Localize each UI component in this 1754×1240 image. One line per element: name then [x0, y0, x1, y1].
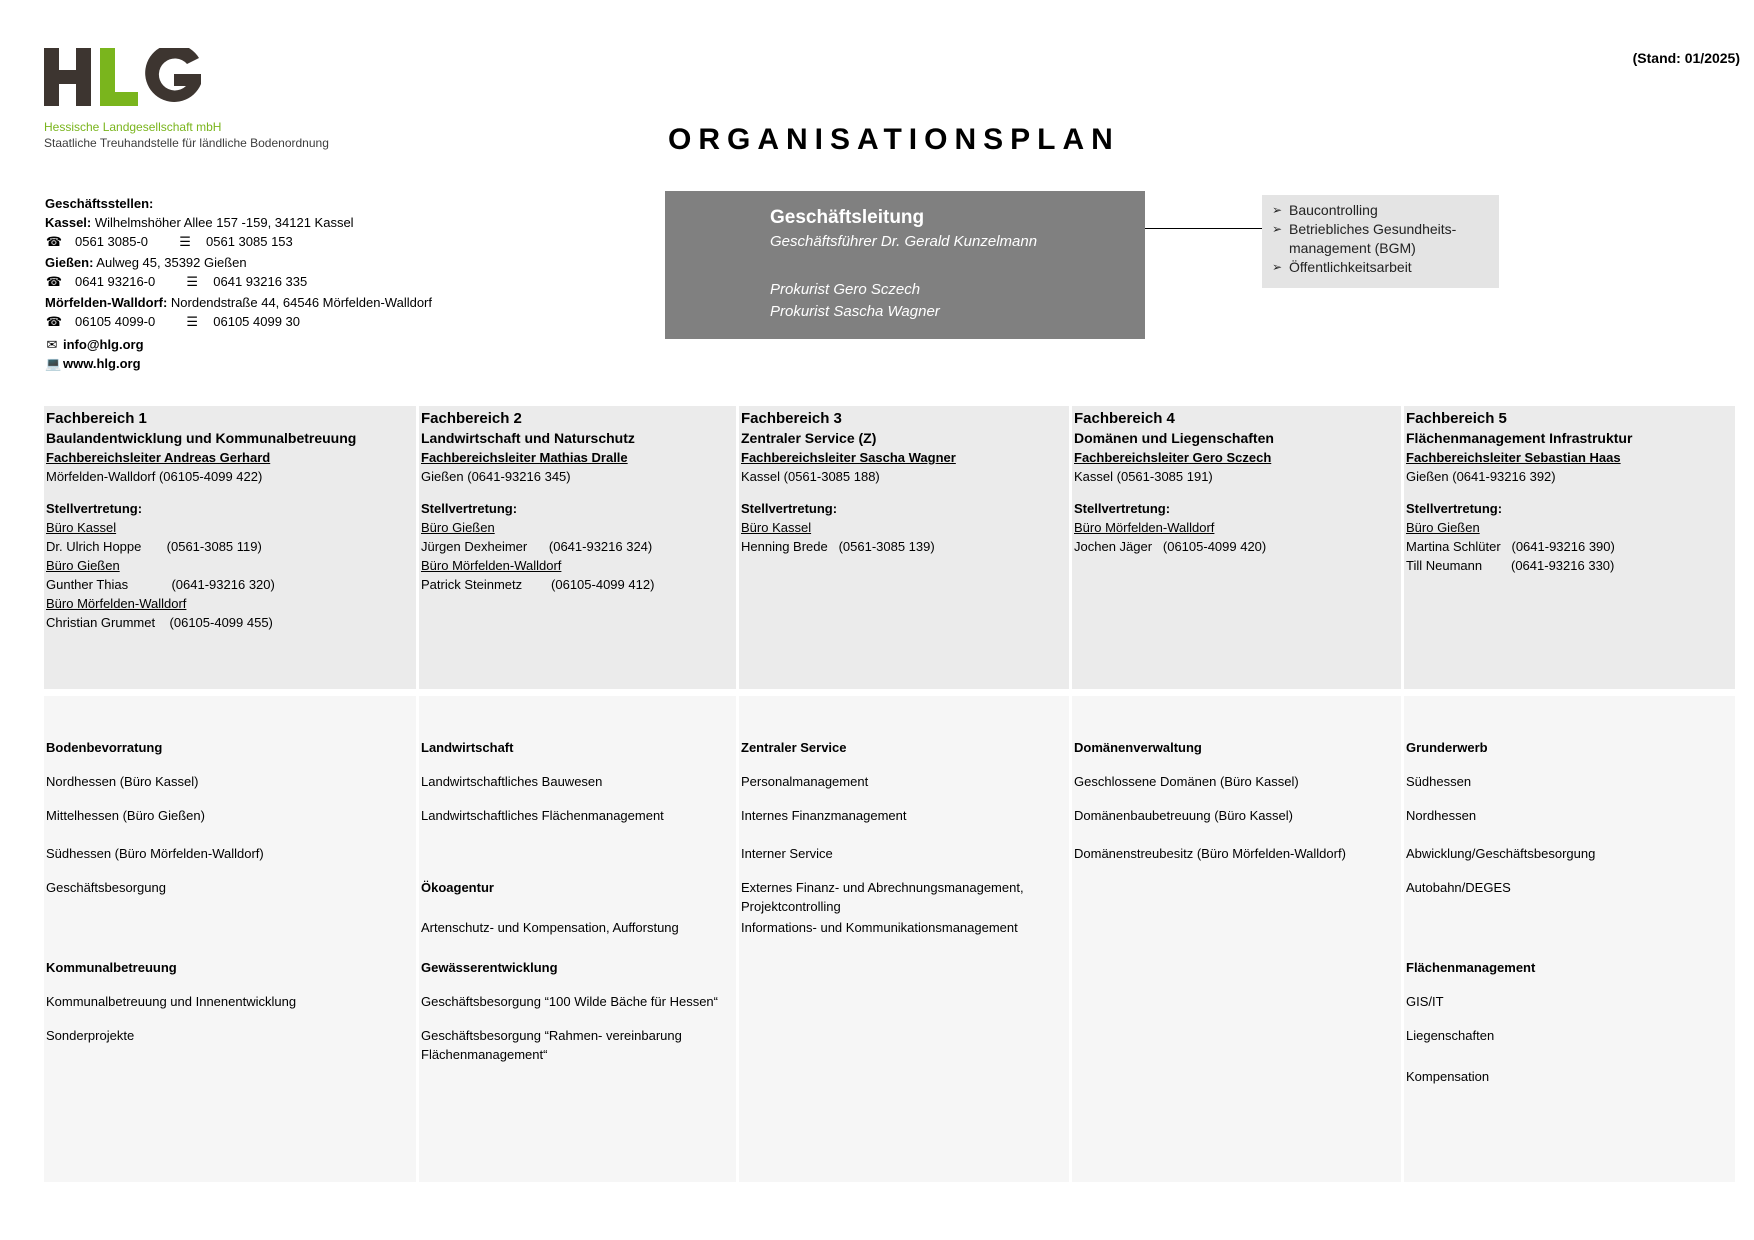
- deputy-office: Büro Gießen: [421, 520, 495, 535]
- task-item: [421, 918, 679, 937]
- deputy-person: Christian Grummet (06105-4099 455): [46, 615, 273, 630]
- task-item: [1406, 1067, 1489, 1086]
- task-item: [46, 992, 296, 1011]
- connector-line: [1145, 228, 1262, 229]
- task-text: Geschäftsbesorgung “Rahmen- vereinbarung: [421, 1028, 682, 1043]
- deputy-person: Martina Schlüter (0641-93216 390): [1406, 539, 1615, 554]
- task-item: [741, 844, 833, 863]
- spacer: [46, 486, 416, 499]
- deputy-label: Stellvertretung:: [1406, 501, 1503, 516]
- task-heading: [421, 958, 558, 977]
- task-box-5: [1404, 696, 1735, 1182]
- task-heading: [741, 738, 847, 757]
- task-text: Domänenstreubesitz (Büro Mörfelden-Walldorf): [1074, 846, 1346, 861]
- task-text: Bodenbevorratung: [46, 740, 163, 755]
- management-prokurist-1: Prokurist Gero Sczech: [770, 281, 921, 298]
- office-city: Gießen:: [45, 255, 94, 270]
- task-text: Externes Finanz- und Abrechnungsmanagement,: [741, 880, 1024, 895]
- department-name: Fachbereich 3: [741, 410, 842, 427]
- task-heading: [421, 738, 513, 757]
- task-text: Personalmanagement: [741, 774, 869, 789]
- task-text: Informations- und Kommunikationsmanagement: [741, 920, 1018, 935]
- task-text: Nordhessen (Büro Kassel): [46, 774, 199, 789]
- deputy-office: Büro Mörfelden-Walldorf: [46, 596, 187, 611]
- task-item: [1406, 878, 1511, 897]
- deputy-label: Stellvertretung:: [421, 501, 518, 516]
- task-text: Kommunalbetreuung und Innenentwicklung: [46, 994, 297, 1009]
- office-phones: [45, 312, 432, 331]
- task-text: Grunderwerb: [1406, 740, 1488, 755]
- task-item: [1406, 772, 1471, 791]
- task-heading: [46, 738, 162, 757]
- task-text: Landwirtschaft: [421, 740, 514, 755]
- task-item: [421, 992, 718, 1011]
- deputy-person: Patrick Steinmetz (06105-4099 412): [421, 577, 655, 592]
- management-prokurist-2: Prokurist Sascha Wagner: [770, 303, 940, 320]
- task-text: Südhessen (Büro Mörfelden-Walldorf): [46, 846, 264, 861]
- office-phone: 0641 93216-0: [75, 274, 156, 289]
- task-text: Kommunalbetreuung: [46, 960, 177, 975]
- department-lead: Fachbereichsleiter Mathias Dralle: [421, 450, 628, 465]
- task-box-4: [1072, 696, 1401, 1182]
- task-text: Domänenverwaltung: [1074, 740, 1202, 755]
- department-lead-contact: Gießen (0641-93216 392): [1406, 469, 1556, 484]
- deputy-label: Stellvertretung:: [1074, 501, 1171, 516]
- status-date: (Stand: 01/2025): [1632, 50, 1740, 66]
- task-text: Südhessen: [1406, 774, 1472, 789]
- task-heading: [1406, 958, 1535, 977]
- office-fax: 06105 4099 30: [213, 314, 301, 329]
- spacer: [1074, 486, 1401, 499]
- task-item: [46, 844, 264, 863]
- department-name: Fachbereich 4: [1074, 410, 1175, 427]
- deputy-person: Jürgen Dexheimer (0641-93216 324): [421, 539, 653, 554]
- department-subtitle: Baulandentwicklung und Kommunalbetreuung: [46, 430, 357, 446]
- task-text: Interner Service: [741, 846, 833, 861]
- task-text: Artenschutz- und Kompensation, Aufforstung: [421, 920, 679, 935]
- deputy-label: Stellvertretung:: [741, 501, 838, 516]
- deputy-person: Gunther Thias (0641-93216 320): [46, 577, 275, 592]
- staff-units-box: [1262, 195, 1499, 288]
- department-lead-contact: Kassel (0561-3085 188): [741, 469, 880, 484]
- task-text: Geschlossene Domänen (Büro Kassel): [1074, 774, 1299, 789]
- task-text: Geschäftsbesorgung “100 Wilde Bäche für Hessen“: [421, 994, 718, 1009]
- task-item: [1406, 1026, 1494, 1045]
- task-text: Sonderprojekte: [46, 1028, 135, 1043]
- task-text-line2: Projektcontrolling: [741, 899, 841, 914]
- department-box-3: [739, 406, 1069, 689]
- task-item: [46, 772, 198, 791]
- logo-tagline: Staatliche Treuhandstelle für ländliche Bodenordnung: [44, 136, 329, 150]
- office-street: Aulweg 45, 35392 Gießen: [93, 255, 247, 270]
- deputy-office: Büro Kassel: [741, 520, 812, 535]
- web-row: [45, 354, 432, 373]
- fax-icon: ☰: [179, 234, 191, 249]
- spacer: [421, 486, 736, 499]
- office-fax: 0561 3085 153: [206, 234, 293, 249]
- task-text: Internes Finanzmanagement: [741, 808, 907, 823]
- deputy-person: Dr. Ulrich Hoppe (0561-3085 119): [46, 539, 262, 554]
- office-city: Mörfelden-Walldorf:: [45, 295, 168, 310]
- computer-icon: 💻: [45, 356, 62, 371]
- mail-icon: ✉: [46, 337, 58, 352]
- office-address: [45, 293, 432, 312]
- task-text: Autobahn/DEGES: [1406, 880, 1511, 895]
- department-lead-contact: Mörfelden-Walldorf (06105-4099 422): [46, 469, 263, 484]
- deputy-label: Stellvertretung:: [46, 501, 143, 516]
- task-text: Ökoagentur: [421, 880, 494, 895]
- task-text: Nordhessen: [1406, 808, 1477, 823]
- task-item: [421, 806, 664, 825]
- web-link[interactable]: www.hlg.org: [63, 356, 141, 371]
- office-list: [45, 194, 432, 373]
- department-subtitle: Zentraler Service (Z): [741, 430, 877, 446]
- task-item: [1074, 844, 1346, 863]
- task-text: Zentraler Service: [741, 740, 847, 755]
- office-fax: 0641 93216 335: [213, 274, 308, 289]
- task-item: [1406, 844, 1595, 863]
- staff-unit: ➢ Baucontrolling: [1272, 201, 1499, 220]
- phone-icon: ☎: [45, 234, 63, 249]
- spacer: [1406, 486, 1735, 499]
- task-text: Liegenschaften: [1406, 1028, 1495, 1043]
- phone-icon: ☎: [45, 314, 63, 329]
- task-item: [741, 878, 1024, 916]
- department-lead: Fachbereichsleiter Gero Sczech: [1074, 450, 1272, 465]
- department-subtitle: Flächenmanagement Infrastruktur: [1406, 430, 1633, 446]
- task-text: Domänenbaubetreuung (Büro Kassel): [1074, 808, 1293, 823]
- task-text: Gewässerentwicklung: [421, 960, 558, 975]
- deputy-person: Till Neumann (0641-93216 330): [1406, 558, 1615, 573]
- task-text-line2: Flächenmanagement“: [421, 1047, 548, 1062]
- task-item: [1074, 806, 1293, 825]
- department-name: Fachbereich 1: [46, 410, 147, 427]
- hlg-logo: [44, 48, 204, 106]
- department-box-2: [419, 406, 736, 689]
- task-item: [46, 878, 166, 897]
- task-text: GIS/IT: [1406, 994, 1444, 1009]
- office-phone: 0561 3085-0: [75, 234, 149, 249]
- office-street: Nordendstraße 44, 64546 Mörfelden-Walldorf: [167, 295, 432, 310]
- department-subtitle: Domänen und Liegenschaften: [1074, 430, 1274, 446]
- task-item: [1406, 992, 1444, 1011]
- task-item: [741, 772, 868, 791]
- task-text: Geschäftsbesorgung: [46, 880, 166, 895]
- department-lead: Fachbereichsleiter Sascha Wagner: [741, 450, 956, 465]
- management-box: [665, 191, 1145, 339]
- task-text: Abwicklung/Geschäftsbesorgung: [1406, 846, 1596, 861]
- phone-icon: ☎: [45, 274, 63, 289]
- deputy-office: Büro Mörfelden-Walldorf: [421, 558, 562, 573]
- department-lead: Fachbereichsleiter Andreas Gerhard: [46, 450, 271, 465]
- email-row: [45, 335, 432, 354]
- task-box-2: [419, 696, 736, 1182]
- office-address: [45, 253, 432, 272]
- department-lead: Fachbereichsleiter Sebastian Haas: [1406, 450, 1621, 465]
- deputy-person: Henning Brede (0561-3085 139): [741, 539, 935, 554]
- page-title: ORGANISATIONSPLAN: [668, 123, 1120, 156]
- staff-unit: ➢ Betriebliches Gesundheits-management (BGM): [1272, 220, 1499, 258]
- office-city: Kassel:: [45, 215, 92, 230]
- deputy-office: Büro Gießen: [1406, 520, 1480, 535]
- department-name: Fachbereich 5: [1406, 410, 1507, 427]
- deputy-office: Büro Mörfelden-Walldorf: [1074, 520, 1215, 535]
- task-item: [741, 918, 1018, 937]
- task-box-3: [739, 696, 1069, 1182]
- deputy-person: Jochen Jäger (06105-4099 420): [1074, 539, 1267, 554]
- task-text: Landwirtschaftliches Bauwesen: [421, 774, 603, 789]
- task-item: [1074, 772, 1299, 791]
- task-box-1: [44, 696, 416, 1182]
- task-text: Landwirtschaftliches Flächenmanagement: [421, 808, 664, 823]
- department-subtitle: Landwirtschaft und Naturschutz: [421, 430, 635, 446]
- task-item: [421, 1026, 682, 1064]
- task-text: Kompensation: [1406, 1069, 1490, 1084]
- task-heading: [1406, 738, 1488, 757]
- task-text: Mittelhessen (Büro Gießen): [46, 808, 205, 823]
- management-ceo: Geschäftsführer Dr. Gerald Kunzelmann: [770, 233, 1038, 250]
- task-item: [421, 772, 602, 791]
- department-box-5: [1404, 406, 1735, 689]
- department-box-1: [44, 406, 416, 689]
- office-street: Wilhelmshöher Allee 157 -159, 34121 Kassel: [91, 215, 354, 230]
- task-item: [1406, 806, 1476, 825]
- department-lead-contact: Gießen (0641-93216 345): [421, 469, 571, 484]
- deputy-office: Büro Kassel: [46, 520, 117, 535]
- task-heading: [421, 878, 494, 897]
- task-item: [46, 806, 205, 825]
- task-heading: [1074, 738, 1202, 757]
- management-title: Geschäftsleitung: [770, 207, 925, 228]
- office-phones: [45, 232, 432, 251]
- task-heading: [46, 958, 177, 977]
- office-phone: 06105 4099-0: [75, 314, 156, 329]
- fax-icon: ☰: [186, 274, 199, 289]
- spacer: [741, 486, 1069, 499]
- department-name: Fachbereich 2: [421, 410, 522, 427]
- office-address: [45, 213, 432, 232]
- task-item: [741, 806, 906, 825]
- task-text: Flächenmanagement: [1406, 960, 1536, 975]
- deputy-office: Büro Gießen: [46, 558, 120, 573]
- department-box-4: [1072, 406, 1401, 689]
- staff-unit: ➢ Öffentlichkeitsarbeit: [1272, 258, 1499, 277]
- email-link[interactable]: info@hlg.org: [63, 337, 144, 352]
- department-lead-contact: Kassel (0561-3085 191): [1074, 469, 1213, 484]
- offices-heading: Geschäftsstellen:: [45, 196, 154, 211]
- task-item: [46, 1026, 134, 1045]
- office-phones: [45, 272, 432, 291]
- fax-icon: ☰: [186, 314, 199, 329]
- logo-subtitle: Hessische Landgesellschaft mbH: [44, 120, 222, 134]
